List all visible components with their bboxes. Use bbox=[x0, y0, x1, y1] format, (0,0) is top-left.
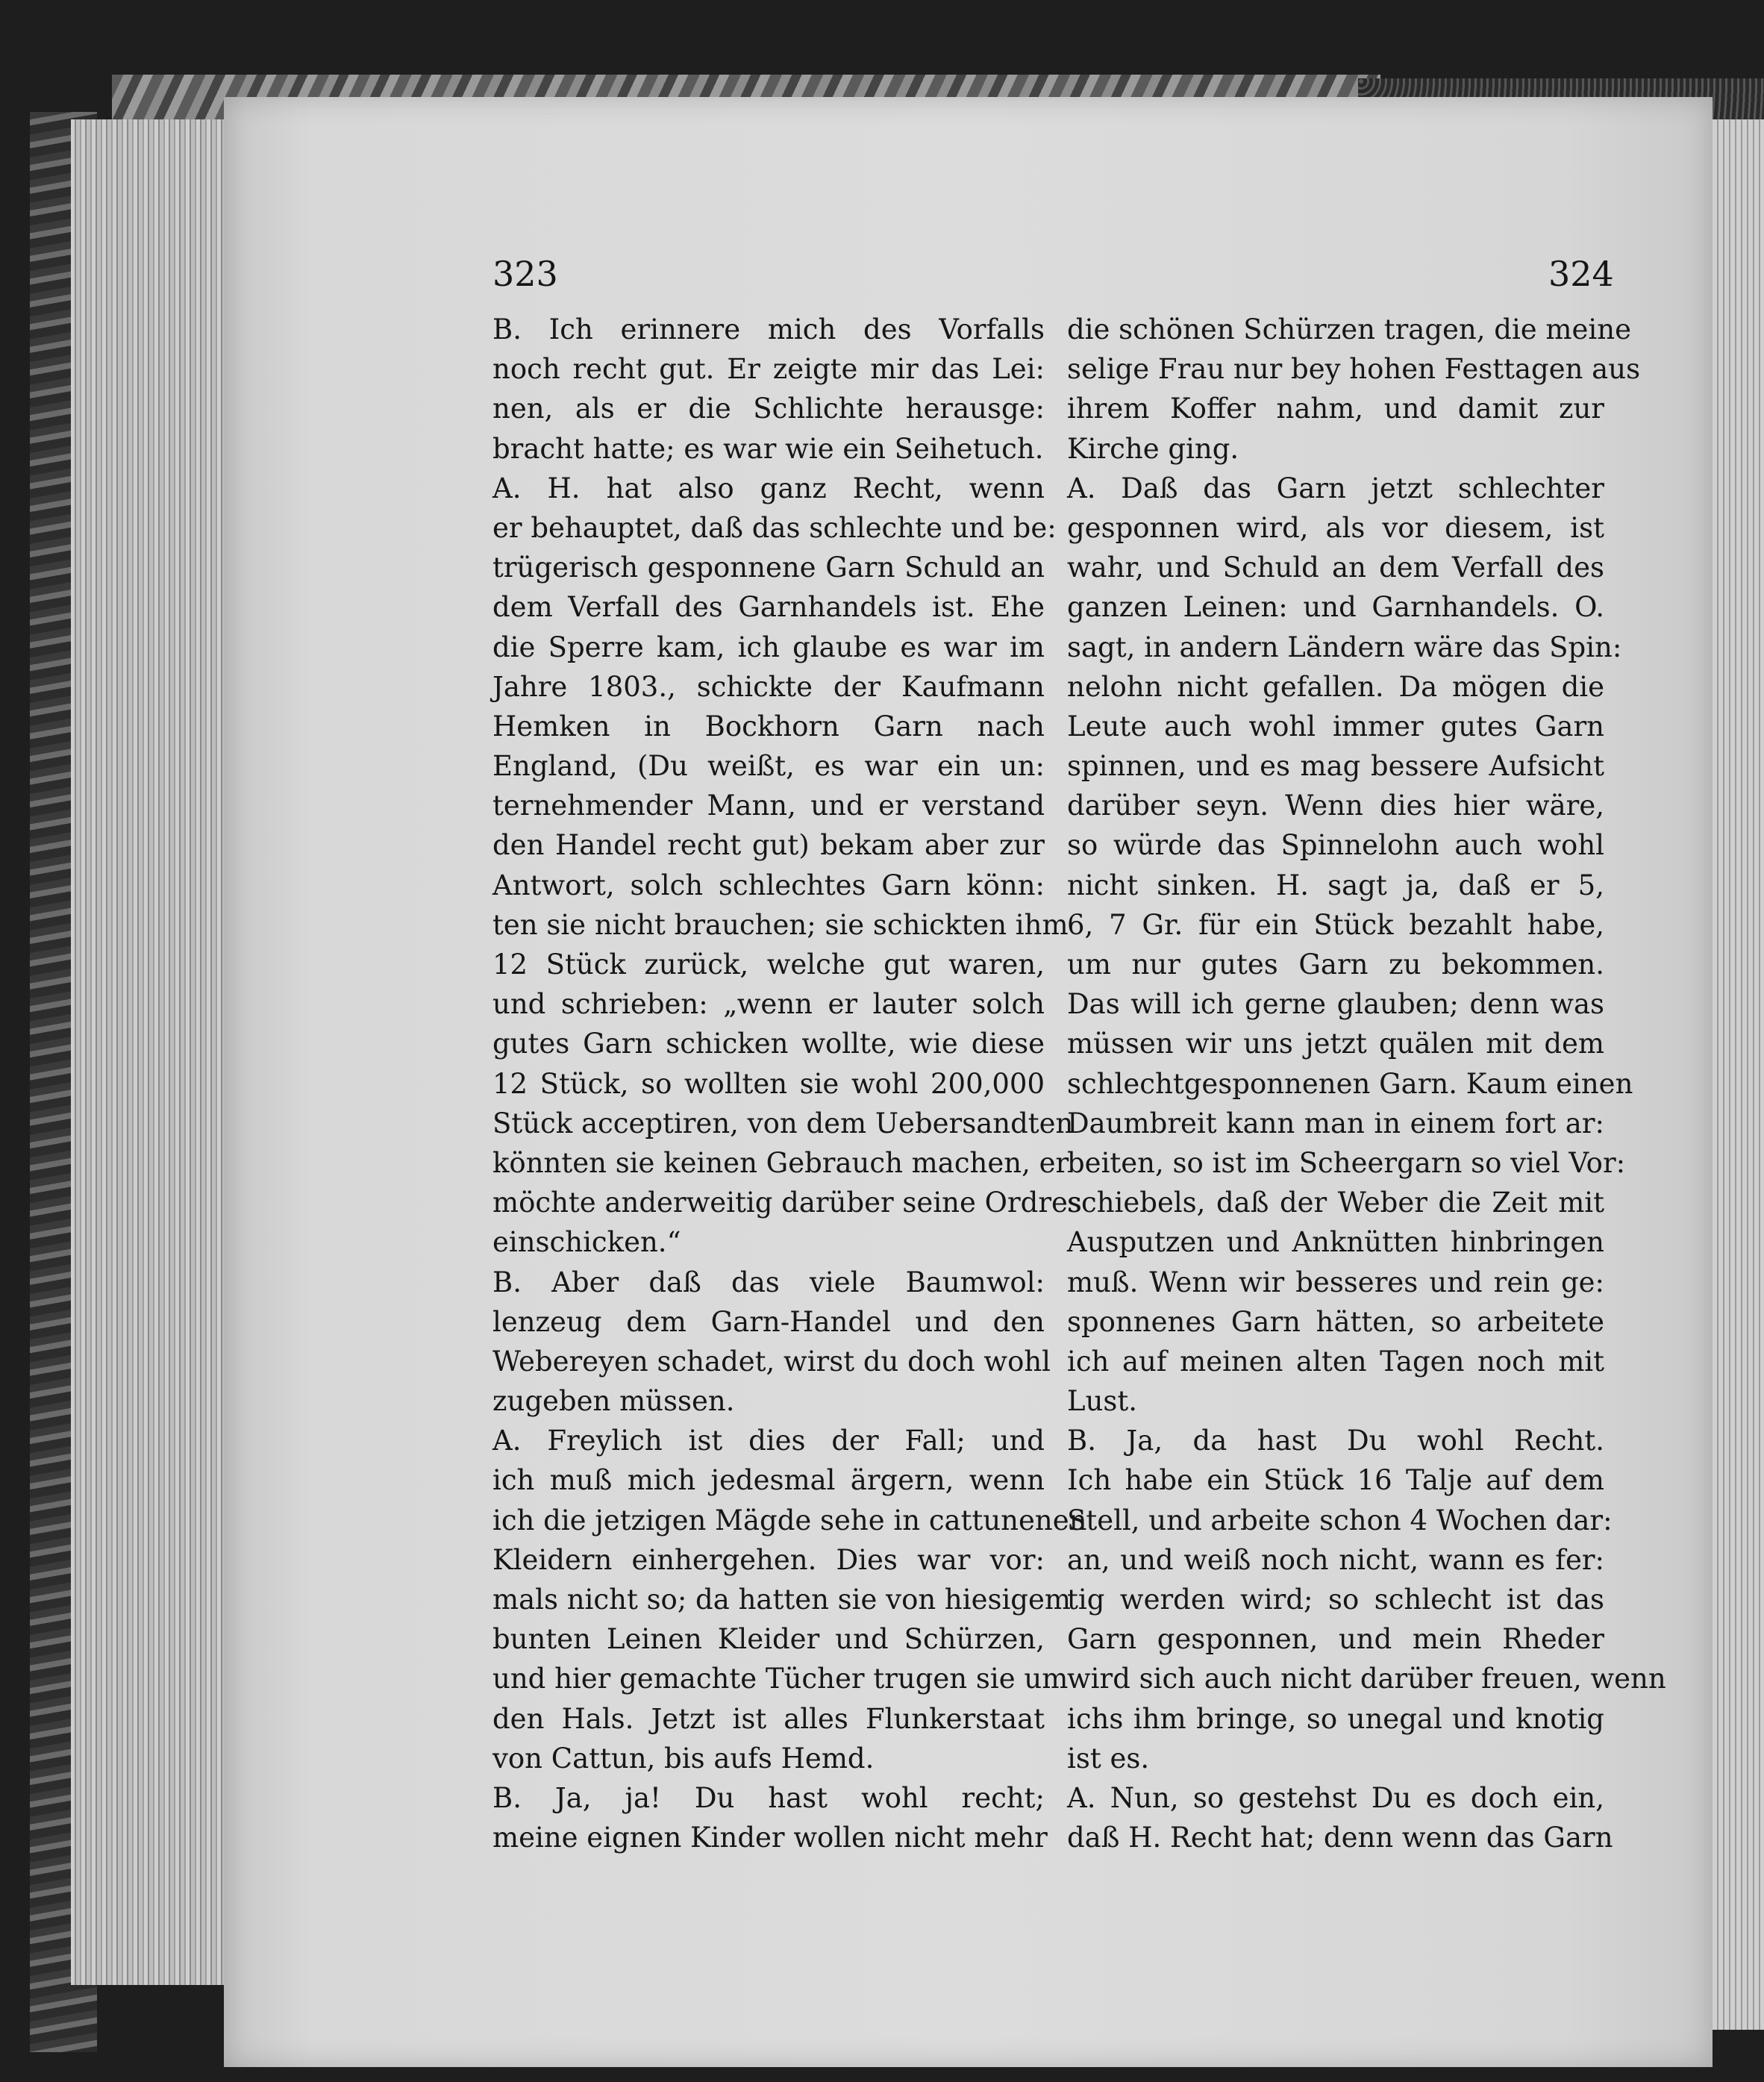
text-line: um nur gutes Garn zu bekommen. bbox=[1067, 948, 1604, 981]
text-line: ternehmender Mann, und er verstand bbox=[492, 790, 1045, 822]
text-line: Kirche ging. bbox=[1067, 432, 1239, 465]
text-line: einschicken.“ bbox=[492, 1226, 681, 1259]
text-line: A. Nun, so gestehst Du es doch ein, bbox=[1067, 1781, 1604, 1814]
text-line: Leute auch wohl immer gutes Garn bbox=[1067, 710, 1604, 743]
text-line: möchte anderweitig darüber seine Ordres bbox=[492, 1187, 1082, 1219]
text-line: dem Verfall des Garnhandels ist. Ehe bbox=[492, 591, 1045, 624]
text-line: wird sich auch nicht darüber freuen, wenn bbox=[1067, 1663, 1666, 1695]
text-line: ganzen Leinen: und Garnhandels. O. bbox=[1067, 591, 1604, 624]
text-line: und schrieben: „wenn er lauter solch bbox=[492, 988, 1045, 1021]
text-line: zugeben müssen. bbox=[492, 1385, 735, 1418]
text-line: er behauptet, daß das schlechte und be: bbox=[492, 511, 1057, 544]
text-line: gutes Garn schicken wollte, wie diese bbox=[492, 1028, 1045, 1060]
text-line: müssen wir uns jetzt quälen mit dem bbox=[1067, 1028, 1604, 1060]
text-line: selige Frau nur bey hohen Festtagen aus bbox=[1067, 353, 1641, 386]
page-edges-right bbox=[1713, 119, 1764, 2030]
text-line: Ausputzen und Anknütten hinbringen bbox=[1067, 1226, 1604, 1259]
text-line: 12 Stück, so wollten sie wohl 200,000 bbox=[492, 1067, 1045, 1100]
text-line: Das will ich gerne glauben; denn was bbox=[1067, 988, 1604, 1021]
text-line: nen, als er die Schlichte herausge: bbox=[492, 393, 1045, 425]
text-line: ihrem Koffer nahm, und damit zur bbox=[1067, 393, 1604, 425]
text-line: Ich habe ein Stück 16 Talje auf dem bbox=[1067, 1464, 1604, 1497]
text-line: könnten sie keinen Gebrauch machen, er bbox=[492, 1146, 1069, 1179]
text-line: so würde das Spinnelohn auch wohl bbox=[1067, 829, 1604, 862]
text-line: von Cattun, bis aufs Hemd. bbox=[492, 1742, 875, 1775]
text-line: meine eignen Kinder wollen nicht mehr bbox=[492, 1822, 1048, 1854]
text-line: tig werden wird; so schlecht ist das bbox=[1067, 1584, 1604, 1616]
text-line: bracht hatte; es war wie ein Seihetuch. bbox=[492, 432, 1044, 465]
text-line: Stück acceptiren, von dem Uebersandten bbox=[492, 1107, 1074, 1140]
text-line: B. Aber daß das viele Baumwol: bbox=[492, 1266, 1045, 1298]
text-line: Garn gesponnen, und mein Rheder bbox=[1067, 1623, 1604, 1656]
text-line: nelohn nicht gefallen. Da mögen die bbox=[1067, 670, 1604, 703]
text-line: daß H. Recht hat; denn wenn das Garn bbox=[1067, 1822, 1613, 1854]
text-line: ichs ihm bringe, so unegal und knotig bbox=[1067, 1702, 1604, 1735]
text-line: die schönen Schürzen tragen, die meine bbox=[1067, 313, 1631, 346]
text-line: gesponnen wird, als vor diesem, ist bbox=[1067, 511, 1604, 544]
text-line: Jahre 1803., schickte der Kaufmann bbox=[492, 670, 1045, 703]
text-line: 6, 7 Gr. für ein Stück bezahlt habe, bbox=[1067, 908, 1604, 941]
text-line: wahr, und Schuld an dem Verfall des bbox=[1067, 551, 1604, 584]
text-line: A. H. hat also ganz Recht, wenn bbox=[492, 472, 1045, 504]
text-line: trügerisch gesponnene Garn Schuld an bbox=[492, 551, 1045, 584]
page-number-right: 324 bbox=[1548, 254, 1614, 294]
text-line: mals nicht so; da hatten sie von hiesigem bbox=[492, 1584, 1071, 1616]
text-line: noch recht gut. Er zeigte mir das Lei: bbox=[492, 353, 1045, 386]
text-line: A. Daß das Garn jetzt schlechter bbox=[1067, 472, 1604, 504]
text-line: Stell, und arbeite schon 4 Wochen dar: bbox=[1067, 1504, 1613, 1537]
page-edges-left bbox=[71, 119, 243, 1985]
text-line: bunten Leinen Kleider und Schürzen, bbox=[492, 1623, 1045, 1656]
text-line: A. Freylich ist dies der Fall; und bbox=[492, 1425, 1045, 1457]
text-line: Lust. bbox=[1067, 1385, 1138, 1418]
text-line: ten sie nicht brauchen; sie schickten ihm bbox=[492, 908, 1069, 941]
text-line: B. Ja, ja! Du hast wohl recht; bbox=[492, 1781, 1045, 1814]
text-line: sponnenes Garn hätten, so arbeitete bbox=[1067, 1305, 1604, 1338]
text-line: den Handel recht gut) bekam aber zur bbox=[492, 829, 1045, 862]
text-line: Kleidern einhergehen. Dies war vor: bbox=[492, 1543, 1045, 1576]
text-column-right bbox=[1067, 310, 1666, 1857]
page-number-left: 323 bbox=[492, 254, 558, 294]
text-line: England, (Du weißt, es war ein un: bbox=[492, 750, 1045, 783]
text-line: muß. Wenn wir besseres und rein ge: bbox=[1067, 1266, 1604, 1298]
text-line: ich die jetzigen Mägde sehe in cattunenen bbox=[492, 1504, 1087, 1537]
text-line: Webereyen schadet, wirst du doch wohl bbox=[492, 1345, 1051, 1378]
text-line: den Hals. Jetzt ist alles Flunkerstaat bbox=[492, 1702, 1045, 1735]
text-line: an, und weiß noch nicht, wann es fer: bbox=[1067, 1543, 1604, 1576]
text-line: beiten, so ist im Scheergarn so viel Vor: bbox=[1067, 1146, 1626, 1179]
text-line: 12 Stück zurück, welche gut waren, bbox=[492, 948, 1045, 981]
text-line: Antwort, solch schlechtes Garn könn: bbox=[492, 869, 1045, 901]
text-line: und hier gemachte Tücher trugen sie um bbox=[492, 1663, 1069, 1695]
text-line: ich auf meinen alten Tagen noch mit bbox=[1067, 1345, 1604, 1378]
text-column-left bbox=[492, 310, 1087, 1857]
text-line: Hemken in Bockhorn Garn nach bbox=[492, 710, 1045, 743]
text-line: schlechtgesponnenen Garn. Kaum einen bbox=[1067, 1067, 1633, 1100]
text-line: B. Ja, da hast Du wohl Recht. bbox=[1067, 1425, 1604, 1457]
text-line: ich muß mich jedesmal ärgern, wenn bbox=[492, 1464, 1045, 1497]
text-line: sagt, in andern Ländern wäre das Spin: bbox=[1067, 631, 1622, 663]
text-line: Daumbreit kann man in einem fort ar: bbox=[1067, 1107, 1604, 1140]
text-line: B. Ich erinnere mich des Vorfalls bbox=[492, 313, 1045, 346]
text-line: spinnen, und es mag bessere Aufsicht bbox=[1067, 750, 1604, 783]
text-line: darüber seyn. Wenn dies hier wäre, bbox=[1067, 790, 1604, 822]
text-line: lenzeug dem Garn-Handel und den bbox=[492, 1305, 1045, 1338]
text-line: schiebels, daß der Weber die Zeit mit bbox=[1067, 1187, 1604, 1219]
text-line: ist es. bbox=[1067, 1742, 1150, 1775]
text-line: nicht sinken. H. sagt ja, daß er 5, bbox=[1067, 869, 1604, 901]
text-line: die Sperre kam, ich glaube es war im bbox=[492, 631, 1045, 663]
